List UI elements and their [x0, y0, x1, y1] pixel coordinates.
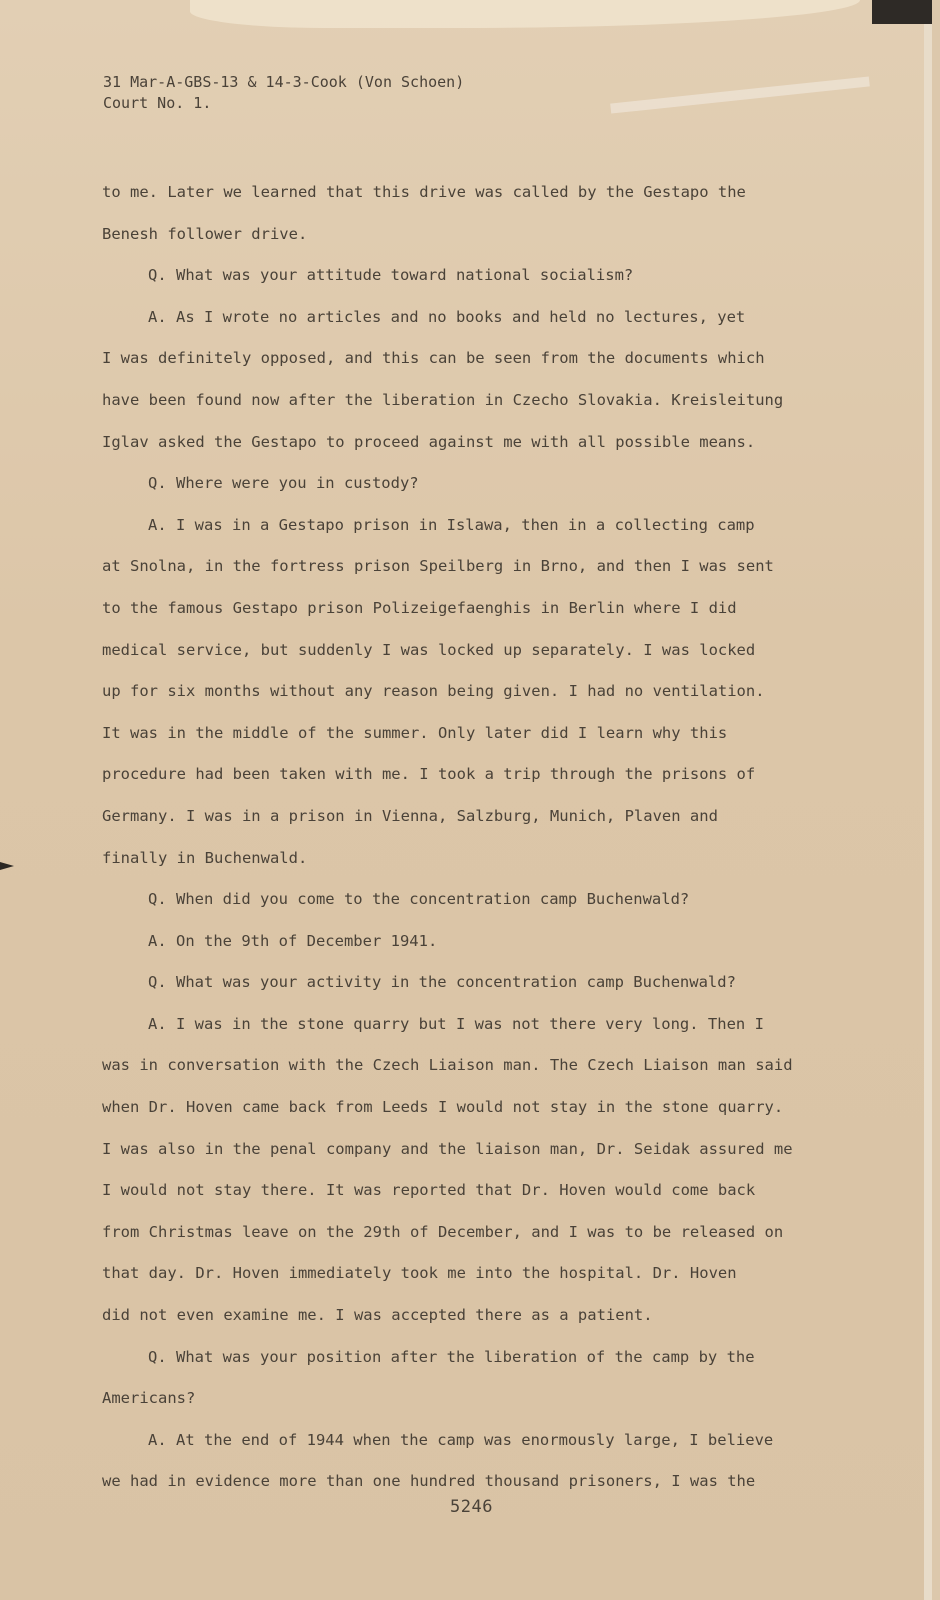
transcript-line: that day. Dr. Hoven immediately took me into the hospital. Dr. Hoven [102, 1264, 737, 1283]
transcript-line: did not even examine me. I was accepted there as a patient. [102, 1306, 653, 1325]
transcript-line: Q. What was your attitude toward national socialism? [148, 266, 634, 285]
transcript-line: procedure had been taken with me. I took a trip through the prisons of [102, 765, 756, 784]
transcript-line: to the famous Gestapo prison Polizeigefaenghis in Berlin where I did [102, 598, 737, 617]
transcript-line: up for six months without any reason being given. I had no ventilation. [102, 682, 765, 701]
transcript-line: to me. Later we learned that this drive was called by the Gestapo the [102, 183, 746, 201]
transcript-line: Q. What was your activity in the concentration camp Buchenwald? [148, 973, 736, 992]
transcript-line: A. I was in a Gestapo prison in Islawa, then in a collecting camp [148, 515, 755, 534]
header-case-line: 31 Mar-A-GBS-13 & 14-3-Cook (Von Schoen) [103, 73, 465, 91]
transcript-line: from Christmas leave on the 29th of December, and I was to be released on [102, 1222, 784, 1241]
torn-paper-edge [190, 0, 860, 28]
transcript-line: I was definitely opposed, and this can be seen from the documents which [102, 349, 765, 368]
header-court-line: Court No. 1. [103, 94, 212, 112]
page-number: 5246 [450, 1497, 493, 1517]
transcript-line: A. On the 9th of December 1941. [148, 931, 438, 950]
document-header [103, 72, 464, 114]
paper-tear-mark [610, 76, 870, 113]
transcript-line: I would not stay there. It was reported that Dr. Hoven would come back [102, 1181, 756, 1200]
transcript-body [102, 172, 862, 1503]
transcript-line: Q. What was your position after the liberation of the camp by the [148, 1347, 755, 1366]
transcript-line: finally in Buchenwald. [102, 848, 308, 867]
transcript-line: we had in evidence more than one hundred thousand prisoners, I was the [102, 1472, 756, 1491]
transcript-line: at Snolna, in the fortress prison Speilberg in Brno, and then I was sent [102, 557, 774, 576]
scan-background-corner [872, 0, 932, 24]
transcript-line: Iglav asked the Gestapo to proceed against me with all possible means. [102, 432, 756, 451]
transcript-line: Americans? [102, 1389, 196, 1408]
transcript-line: A. I was in the stone quarry but I was not there very long. Then I [148, 1014, 764, 1033]
transcript-line: Q. When did you come to the concentration camp Buchenwald? [148, 890, 690, 909]
transcript-line: was in conversation with the Czech Liaison man. The Czech Liaison man said [102, 1056, 793, 1075]
transcript-line: I was also in the penal company and the liaison man, Dr. Seidak assured me [102, 1139, 793, 1158]
transcript-line: A. As I wrote no articles and no books and held no lectures, yet [148, 307, 746, 326]
transcript-line: have been found now after the liberation in Czecho Slovakia. Kreisleitung [102, 390, 784, 409]
transcript-line: Benesh follower drive. [102, 224, 308, 243]
transcript-line: Q. Where were you in custody? [148, 474, 419, 493]
transcript-line: when Dr. Hoven came back from Leeds I would not stay in the stone quarry. [102, 1098, 784, 1117]
transcript-line: Germany. I was in a prison in Vienna, Salzburg, Munich, Plaven and [102, 806, 718, 825]
transcript-line: It was in the middle of the summer. Only later did I learn why this [102, 723, 728, 742]
transcript-line: A. At the end of 1944 when the camp was enormously large, I believe [148, 1430, 774, 1449]
scan-edge-strip [924, 24, 932, 1600]
binder-clip-mark [0, 862, 14, 870]
transcript-line: medical service, but suddenly I was locked up separately. I was locked [102, 640, 756, 659]
